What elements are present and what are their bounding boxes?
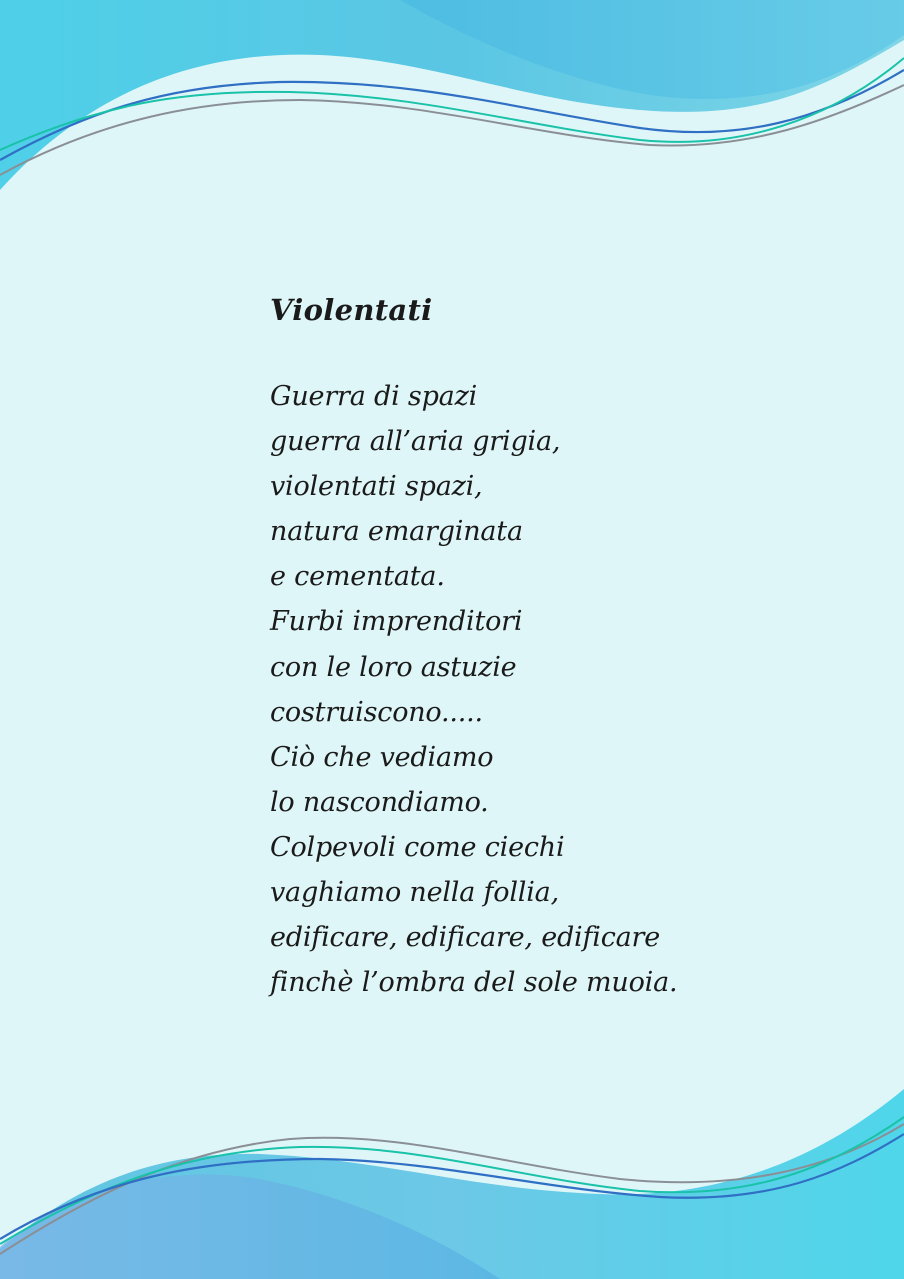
poem-line: e cementata. [270, 561, 445, 593]
poem-line: vaghiamo nella follia, [270, 877, 559, 909]
poem-line: edificare, edificare, edificare [270, 922, 661, 954]
poem-line: Colpevoli come ciechi [270, 831, 565, 863]
poem-line: violentati spazi, [270, 471, 483, 503]
poem-line: Ciò che vediamo [270, 741, 494, 773]
poem-line: lo nascondiamo. [270, 786, 489, 818]
poem-line: costruiscono..... [270, 696, 483, 728]
poem-line: guerra all’aria grigia, [270, 426, 561, 458]
poem-line: finchè l’ombra del sole muoia. [270, 967, 678, 999]
bottom-wave-decoration [0, 1079, 904, 1279]
poem-line: natura emarginata [270, 516, 523, 548]
poem-line: con le loro astuzie [270, 651, 517, 683]
poem-title: Violentati [270, 293, 433, 327]
poem [270, 288, 830, 1005]
poem-line: Guerra di spazi [270, 381, 478, 412]
poem-line: Furbi imprenditori [270, 606, 523, 638]
top-wave-decoration [0, 0, 904, 220]
poem-lines [270, 374, 830, 1005]
